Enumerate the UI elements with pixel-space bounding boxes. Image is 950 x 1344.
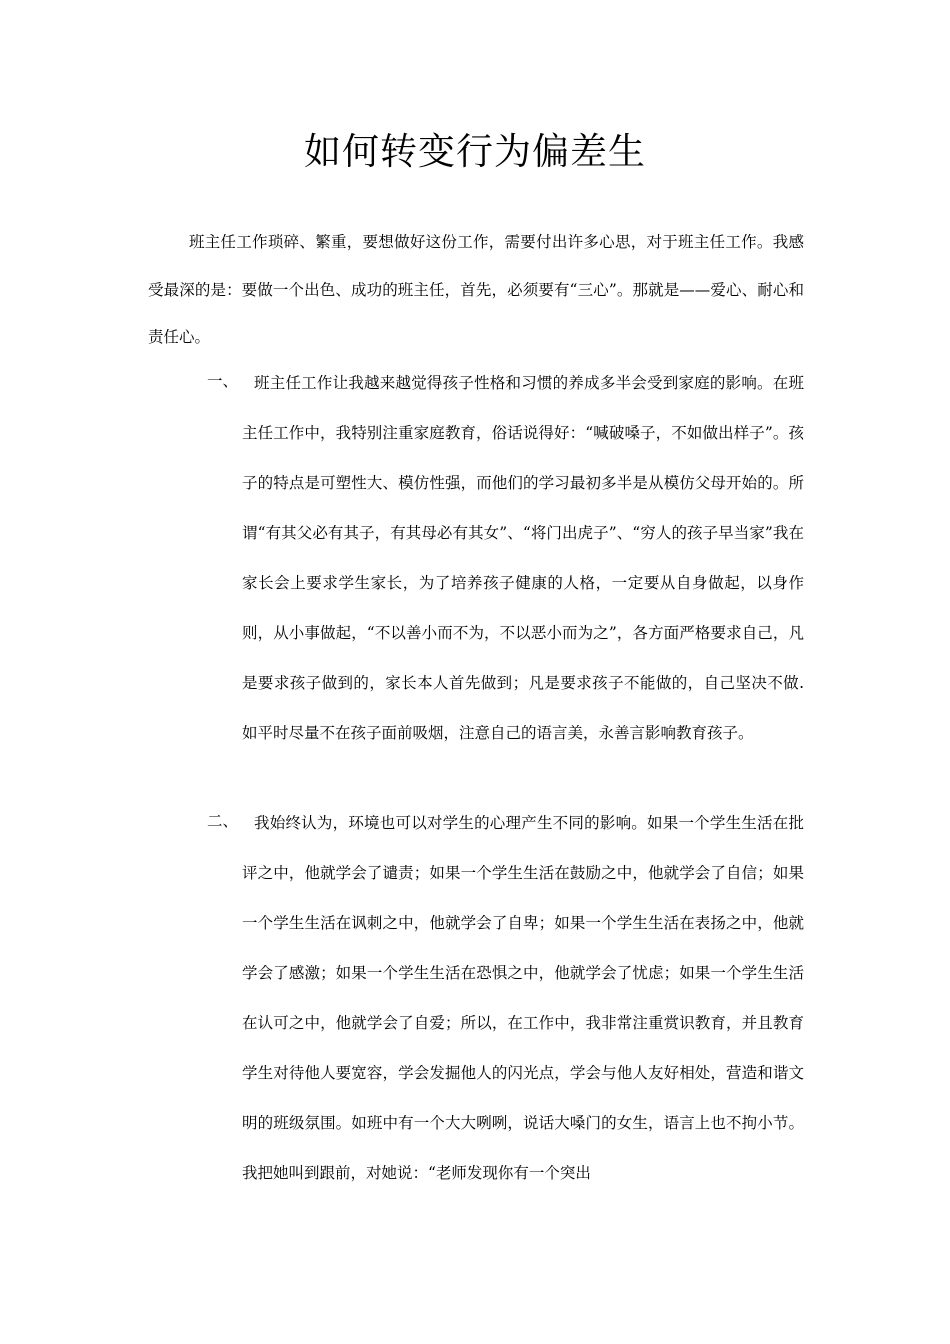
list-item xyxy=(148,358,804,758)
list-item-marker: 一、 xyxy=(207,372,239,390)
intro-paragraph: 班主任工作琐碎、繁重，要想做好这份工作，需要付出许多心思，对于班主任工作。我感受最深的是：要做一个出色、成功的班主任，首先，必须要有“三心”。那就是——爱心、耐心和责任心。 xyxy=(148,233,804,346)
document-title: 如何转变行为偏差生 xyxy=(304,130,646,173)
list-item-text: 我始终认为，环境也可以对学生的心理产生不同的影响。如果一个学生生活在批评之中，他就学会了谴责；如果一个学生生活在鼓励之中，他就学会了自信；如果一个学生生活在讽刺之中，他就学会了自卑；如果一个学生生活在表扬之中，他就学会了感激；如果一个学生生活在恐惧之中，他就学会了忧虑；如果一个学生生活在认可之中，他就学会了自爱；所以，在工作中，我非常注重赏识教育，并且教育学生对待他人要宽容，学会发掘他人的闪光点，学会与他人友好相处，营造和谐文明的班级氛围。如班中有一个大大咧咧，说话大嗓门的女生，语言上也不拘小节。我把她叫到跟前，对她说：“老师发现你有一个突出 xyxy=(242,814,804,1182)
list-item-marker: 二、 xyxy=(207,812,239,830)
list-item-text: 班主任工作让我越来越觉得孩子性格和习惯的养成多半会受到家庭的影响。在班主任工作中，我特别注重家庭教育，俗话说得好：“喊破嗓子，不如做出样子”。孩子的特点是可塑性大、模仿性强，而他们的学习最初多半是从模仿父母开始的。所谓“有其父必有其子，有其母必有其女”、“将门出虎子”、“穷人的孩子早当家”我在家长会上要求学生家长，为了培养孩子健康的人格，一定要从自身做起，以身作则，从小事做起，“不以善小而不为，不以恶小而为之”，各方面严格要求自己，凡是要求孩子做到的，家长本人首先做到；凡是要求孩子不能做的，自己坚决不做.如平时尽量不在孩子面前吸烟，注意自己的语言美，永善言影响教育孩子。 xyxy=(242,374,805,742)
list-item xyxy=(148,798,804,1198)
